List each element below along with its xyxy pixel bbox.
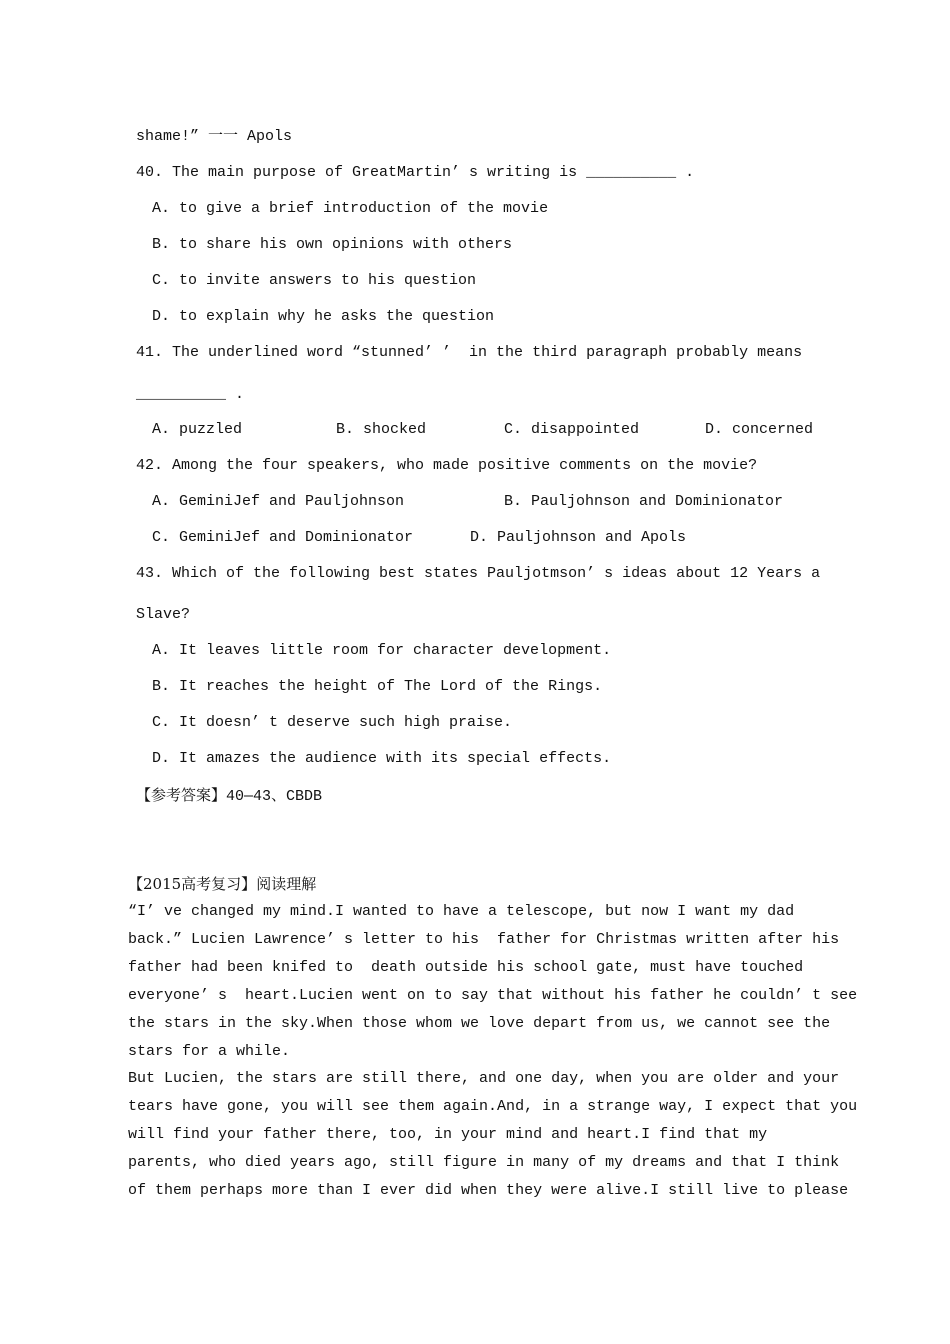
section-heading <box>128 874 316 894</box>
question-42-stem: 42. Among the four speakers, who made positive comments on the movie? <box>136 457 758 474</box>
question-42-option-a: A. GeminiJef and Pauljohnson <box>152 493 405 510</box>
passage-line: “I’ ve changed my mind.I wanted to have a telescope, but now I want my dad <box>128 903 795 920</box>
question-43-option-c: C. It doesn’ t deserve such high praise. <box>152 714 513 731</box>
question-42-option-c: C. GeminiJef and Dominionator <box>152 529 414 546</box>
top-fragment: shame!” 一一 Apols <box>136 128 293 145</box>
question-40-option-d: D. to explain why he asks the question <box>152 308 495 325</box>
question-41-option-a: A. puzzled <box>152 421 243 438</box>
passage-line: tears have gone, you will see them again.And, in a strange way, I expect that you <box>128 1098 858 1115</box>
question-40-option-a: A. to give a brief introduction of the movie <box>152 200 549 217</box>
question-41-option-d: D. concerned <box>705 421 814 438</box>
passage-line: will find your father there, too, in your mind and heart.I find that my <box>128 1126 768 1143</box>
question-41-option-b: B. shocked <box>336 421 427 438</box>
section-heading-bracket: 【2015高考复习】 <box>128 875 257 893</box>
question-43-stem: 43. Which of the following best states Pauljotmson’ s ideas about 12 Years a <box>136 565 821 582</box>
passage-line: everyone’ s heart.Lucien went on to say that without his father he couldn’ t see <box>128 987 858 1004</box>
question-40-option-b: B. to share his own opinions with others <box>152 236 513 253</box>
passage-line: But Lucien, the stars are still there, and one day, when you are older and your <box>128 1070 840 1087</box>
question-41-option-c: C. disappointed <box>504 421 640 438</box>
question-42-option-d: D. Pauljohnson and Apols <box>470 529 687 546</box>
passage-line: father had been knifed to death outside his school gate, must have touched <box>128 959 804 976</box>
question-40-stem: 40. The main purpose of GreatMartin’ s writing is __________ . <box>136 164 695 181</box>
passage-line: the stars in the sky.When those whom we love depart from us, we cannot see the <box>128 1015 831 1032</box>
passage-line: back.” Lucien Lawrence’ s letter to his father for Christmas written after his <box>128 931 840 948</box>
question-42-option-b: B. Pauljohnson and Dominionator <box>504 493 784 510</box>
question-43-option-a: A. It leaves little room for character development. <box>152 642 612 659</box>
question-41-stem: 41. The underlined word “stunned’ ’ in the third paragraph probably means <box>136 344 803 361</box>
answer-key <box>136 785 322 807</box>
passage-line: parents, who died years ago, still figure in many of my dreams and that I think <box>128 1154 840 1171</box>
passage-line: of them perhaps more than I ever did when they were alive.I still live to please <box>128 1182 849 1199</box>
answer-key-label: 【参考答案】 <box>136 786 227 804</box>
question-41-stem-cont: __________ . <box>136 386 245 403</box>
question-43-option-b: B. It reaches the height of The Lord of the Rings. <box>152 678 603 695</box>
section-heading-text: 阅读理解 <box>256 875 317 893</box>
question-43-option-d: D. It amazes the audience with its special effects. <box>152 750 612 767</box>
passage-line: stars for a while. <box>128 1043 291 1060</box>
question-40-option-c: C. to invite answers to his question <box>152 272 477 289</box>
question-43-stem-cont: Slave? <box>136 606 191 623</box>
answer-key-value: 40—43、CBDB <box>226 788 323 805</box>
